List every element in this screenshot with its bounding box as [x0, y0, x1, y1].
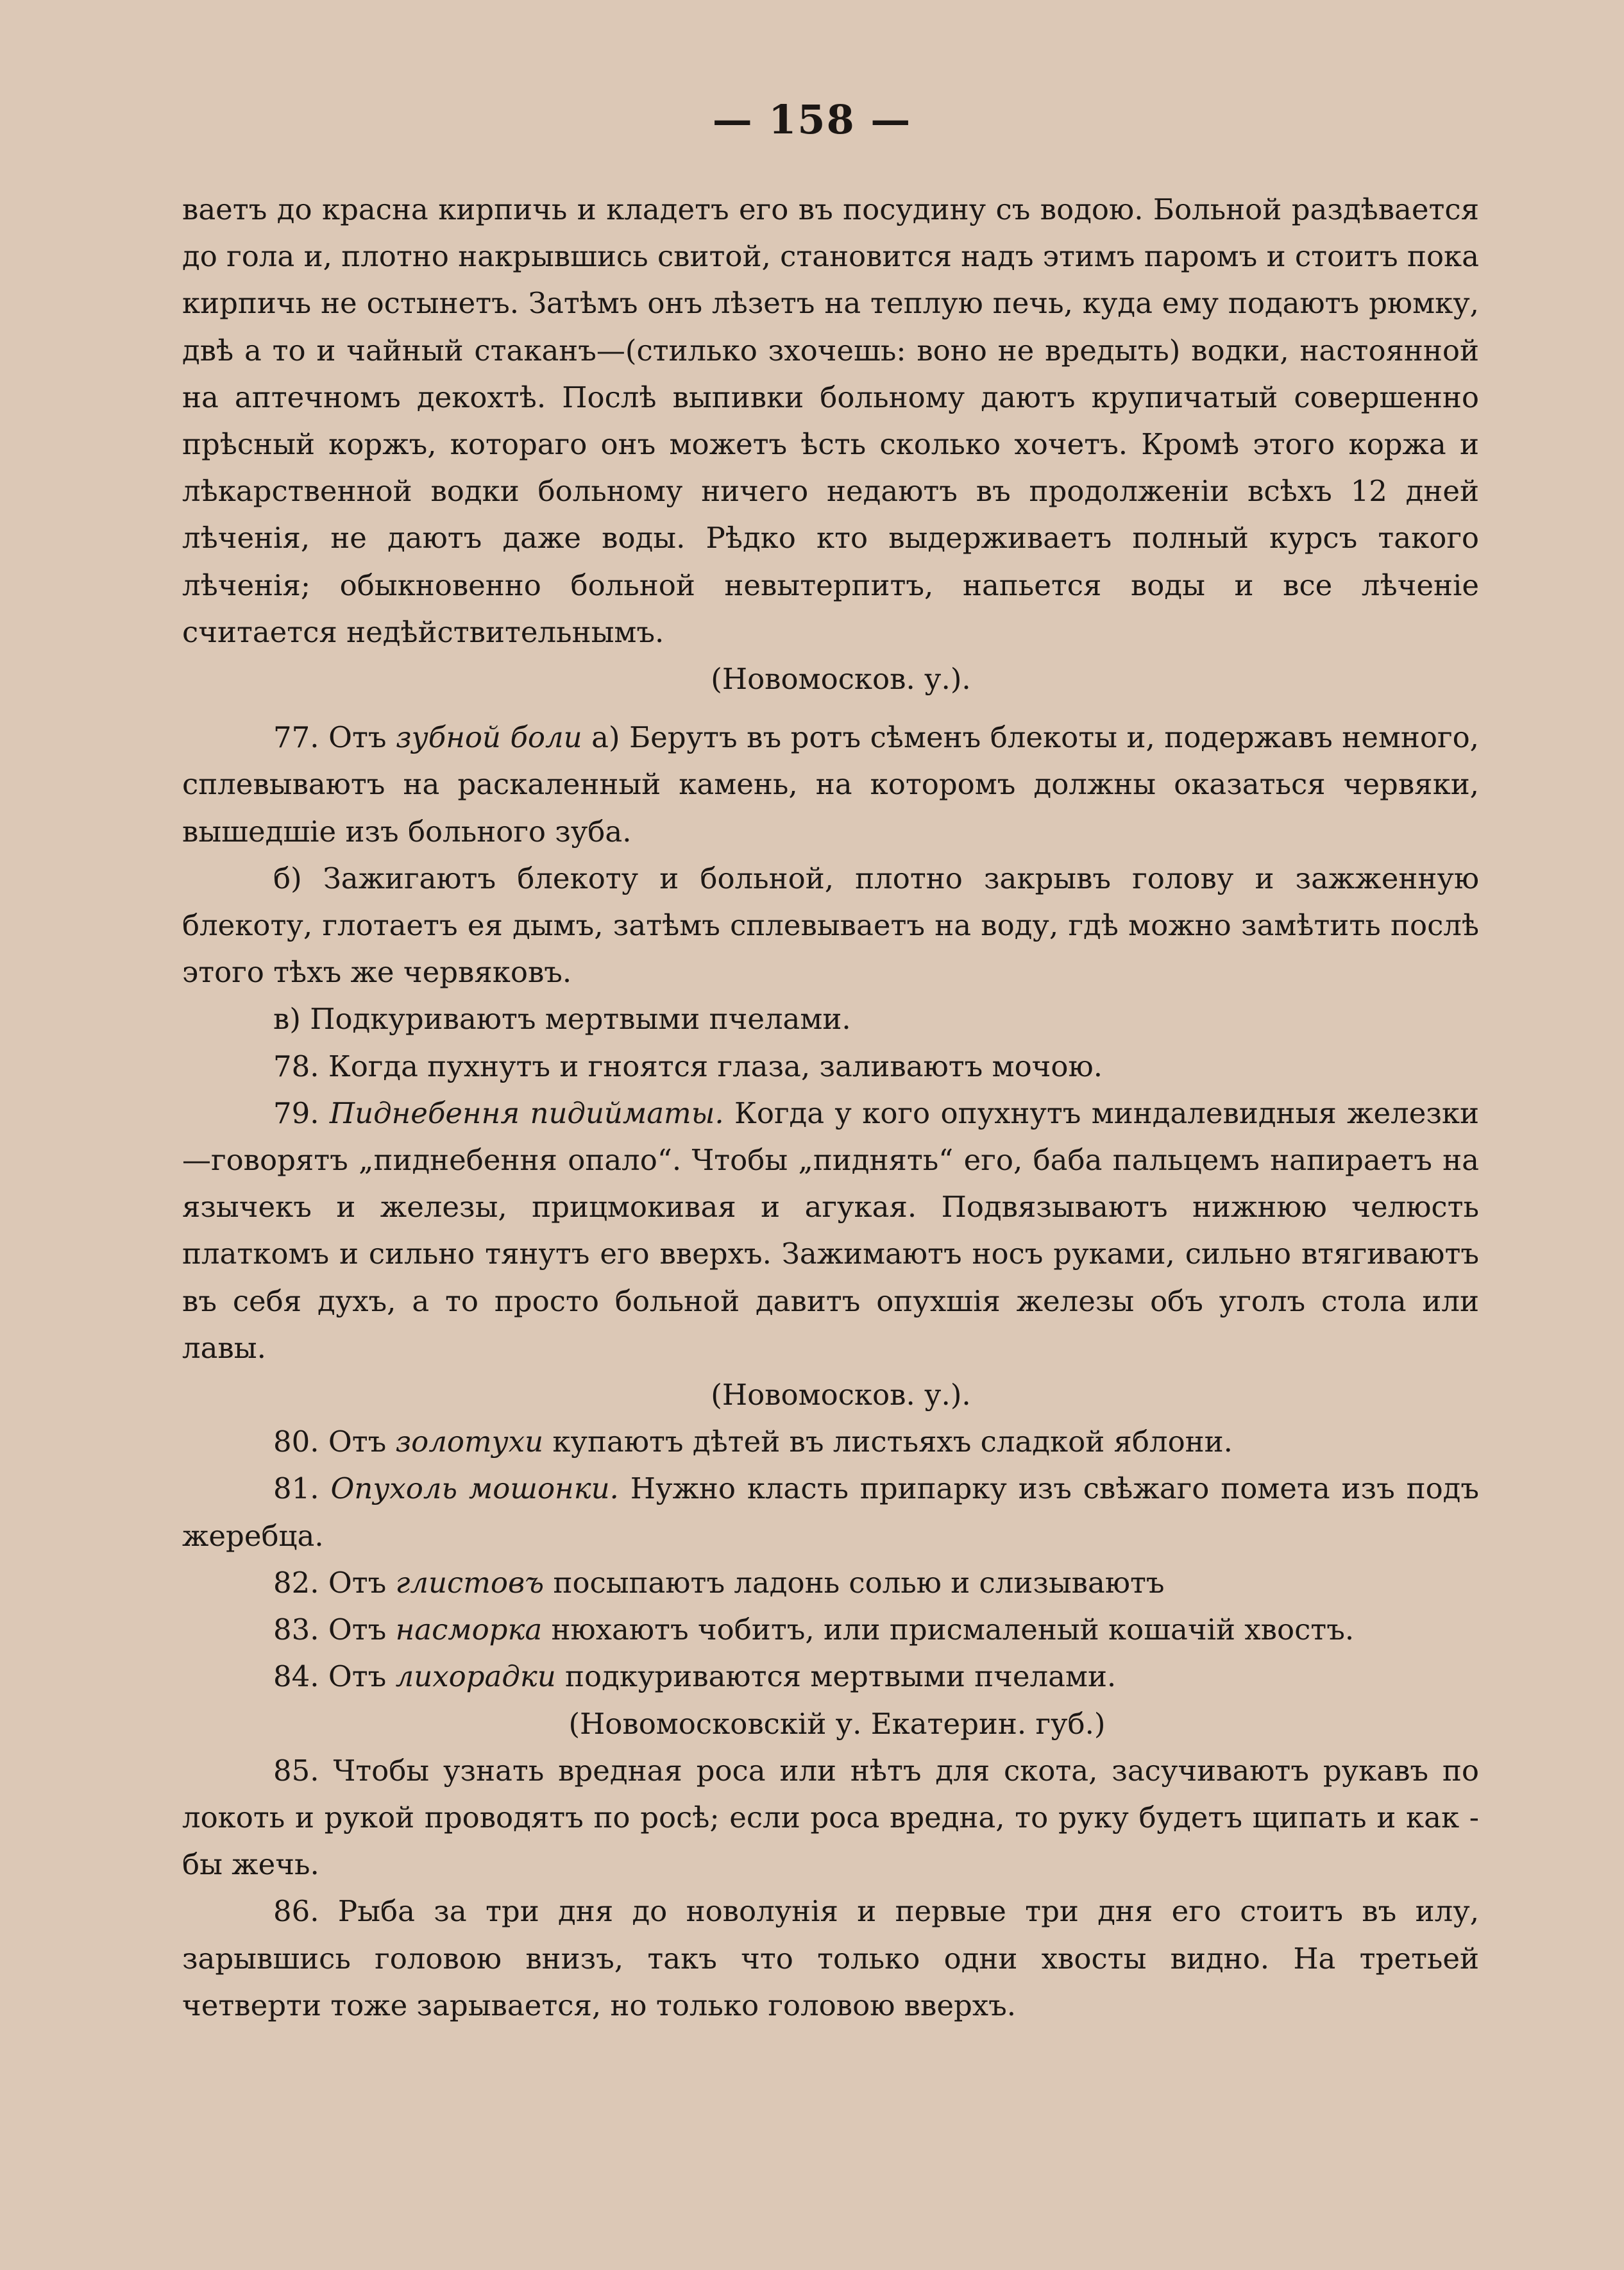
remedy-title: глистовъ	[395, 1565, 545, 1600]
remedy-text: подкуриваются мертвыми пчелами.	[555, 1659, 1117, 1694]
remedy-title: лихорадки	[395, 1659, 556, 1694]
remedy-81	[182, 1465, 1479, 1559]
page-number: — 158 —	[712, 96, 912, 143]
remedy-number: 83.	[273, 1613, 328, 1647]
remedy-79	[182, 1090, 1479, 1371]
remedy-text: Нужно класть припарку изъ свѣжаго помета изъ подъ жеребца.	[182, 1471, 1480, 1553]
remedy-80	[182, 1418, 1479, 1465]
remedy-text: в) Подкуриваютъ мертвыми пчелами.	[273, 1002, 851, 1037]
remedy-78	[182, 1043, 1479, 1090]
remedy-85	[182, 1747, 1479, 1888]
remedy-title: золотухи	[395, 1425, 544, 1459]
remedy-text: нюхаютъ чобитъ, или присмаленый кошачій хвостъ.	[542, 1613, 1355, 1647]
remedy-text: посыпаютъ ладонь солью и слизываютъ	[544, 1565, 1165, 1600]
remedy-77-b	[182, 855, 1479, 996]
remedy-text: а) Берутъ въ ротъ сѣменъ блекоты и, подержавъ немного, сплевываютъ на раскаленный камень, на которомъ должны оказаться червяки, вышедшіе изъ больного зуба.	[182, 720, 1479, 849]
remedy-86	[182, 1888, 1479, 2029]
remedy-number: 82.	[273, 1565, 328, 1600]
remedy-number: 84.	[273, 1659, 328, 1694]
remedy-number: 81.	[273, 1471, 331, 1506]
remedy-84	[182, 1653, 1479, 1700]
remedy-77	[182, 714, 1479, 855]
paragraph-text: ваетъ до красна кирпичь и кладетъ его въ посудину съ водою. Больной раздѣвается до гола и, плотно накрывшись свитой, становится надъ этимъ паромъ и стоитъ пока кирпичь не остынетъ. Затѣмъ онъ лѣзетъ на теплую печь, куда ему подаютъ рюмку, двѣ а то и чайный стаканъ—(стилько зхочешь: воно не вредыть) водки, настоянной на аптечномъ декохтѣ. Послѣ выпивки больному даютъ крупичатый совершенно прѣсный коржъ, котораго онъ можетъ ѣсть сколько хочетъ. Кромѣ этого коржа и лѣкарственной водки больному ничего недаютъ въ продолженіи всѣхъ 12 дней лѣченія, не даютъ даже воды. Рѣдко кто выдерживаетъ полный курсъ такого лѣченія; обыкновенно больной невытерпитъ, напьется воды и все лѣченіе считается недѣйствительнымъ.	[182, 192, 1479, 649]
remedy-title: Пиднебення пидиймаmы.	[329, 1096, 724, 1130]
remedy-text: Чтобы узнать вредная роса или нѣтъ для скота, засучиваютъ рукавъ по локоть и рукой проводятъ по росѣ; если роса вредна, то руку будетъ щипать и как - бы жечь.	[182, 1753, 1479, 1882]
remedy-lead: Отъ	[328, 1565, 396, 1600]
page-body	[182, 186, 1479, 2029]
remedy-text: б) Зажигаютъ блекоту и больной, плотно закрывъ голову и зажженную блекоту, глотаетъ ея дымъ, затѣмъ сплевываетъ на воду, гдѣ можно замѣтить послѣ этого тѣхъ же червяковъ.	[182, 861, 1479, 990]
remedy-lead: Отъ	[328, 1425, 396, 1459]
remedy-number: 85.	[273, 1753, 334, 1788]
remedy-lead: Отъ	[328, 1613, 396, 1647]
remedy-number: 80.	[273, 1425, 328, 1459]
remedy-number: 78.	[273, 1049, 328, 1083]
remedy-text: Рыба за три дня до новолунія и первые три дня его стоитъ въ илу, зарывшись головою внизъ, такъ что только одни хвосты видно. На третьей четверти тоже зарывается, но только головою вверхъ.	[182, 1894, 1480, 2022]
remedy-number: 86.	[273, 1894, 338, 1929]
paragraph-continuation	[182, 186, 1479, 656]
remedy-number: 79.	[273, 1096, 330, 1130]
remedy-77-c	[182, 995, 1479, 1042]
remedy-number: 77.	[273, 720, 329, 755]
remedy-title: Опухоль мошонки.	[330, 1471, 619, 1506]
remedy-text: Когда пухнутъ и гноятся глаза, заливаютъ мочою.	[328, 1049, 1103, 1083]
remedy-title: зубной боли	[396, 720, 582, 755]
remedy-text: купаютъ дѣтей въ листьяхъ сладкой яблони.	[543, 1425, 1233, 1459]
remedy-83	[182, 1606, 1479, 1653]
remedy-82	[182, 1559, 1479, 1606]
source-note: (Новомосков. у.).	[711, 662, 971, 697]
source-note: (Новомосков. у.).	[711, 1378, 971, 1412]
remedy-lead: Отъ	[328, 720, 396, 755]
remedy-lead: Отъ	[328, 1659, 396, 1694]
remedy-title: насморка	[395, 1613, 543, 1647]
remedy-text: Когда у кого опухнутъ миндалевидныя железки—говорятъ „пиднебення опало“. Чтобы „пиднять“ его, баба пальцемъ напираетъ на язычекъ и железы, прицмокивая и агукая. Подвязываютъ нижнюю челюсть платкомъ и сильно тянутъ его вверхъ. Зажимаютъ носъ руками, сильно втягиваютъ въ себя духъ, а то просто больной давитъ опухшія железы объ уголъ стола или лавы.	[182, 1096, 1479, 1365]
source-note: (Новомосковскій у. Екатерин. губ.)	[568, 1706, 1106, 1741]
